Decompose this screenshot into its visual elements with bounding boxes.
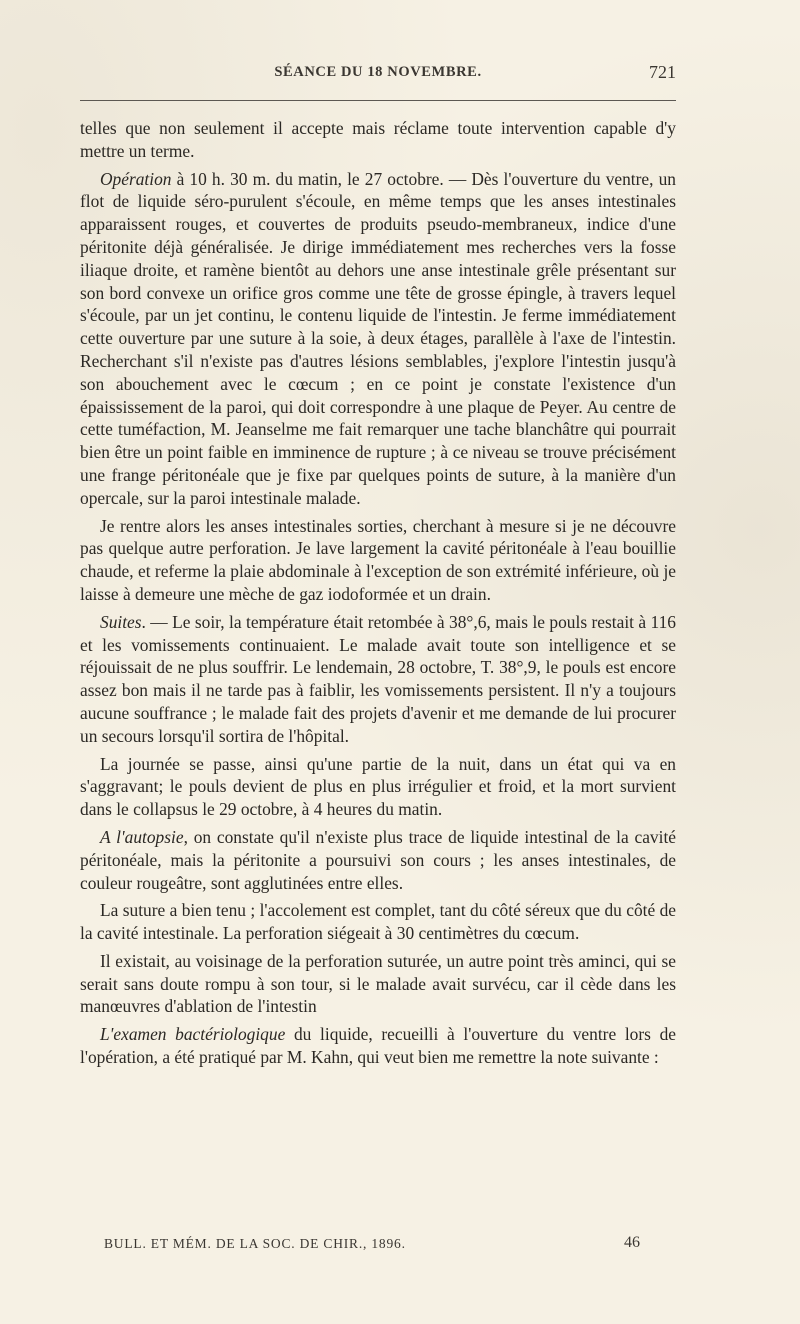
paragraph-autopsie	[80, 826, 676, 894]
running-title: SÉANCE DU 18 NOVEMBRE.	[274, 64, 482, 80]
header-rule	[80, 100, 676, 101]
suites-text: . — Le soir, la température était retombée à 38°,6, mais le pouls restait à 116 et les vomissements continuaient. Le malade avait toute son intelligence et se réjouissait de ne plus souffrir. Le lendemain, 28 octobre, T. 38°,9, le pouls est encore assez bon mais il ne tarde pas à faiblir, les vomissements persistent. Il n'y a toujours aucune souffrance ; le malade fait des projets d'avenir et me demande de lui procurer un secours lorsqu'il sortira de l'hôpital.	[80, 611, 676, 746]
operation-text: à 10 h. 30 m. du matin, le 27 octobre. — Dès l'ouverture du ventre, un flot de liquide séro-purulent s'écoule, en même temps que les anses intestinales apparaissent rouges, et couvertes de produits pseudo-membraneux, indice d'une péritonite déjà généralisée. Je dirige immédiatement mes recherches vers la fosse iliaque droite, et ramène bientôt au dehors une anse intestinale grêle présentant sur son bord convexe un orifice gros comme une tête de grosse épingle, à travers lequel s'écoule, par un jet continu, le contenu liquide de l'intestin. Je ferme immédiatement cette ouverture par une suture à la soie, à deux étages, parallèle à l'axe de l'intestin. Recherchant s'il n'existe pas d'autres lésions semblables, j'explore l'intestin jusqu'à son abouchement avec le cœcum ; en ce point je constate l'existence d'un épaississement de la paroi, qui doit correspondre à une plaque de Peyer. Au centre de cette tuméfaction, M. Jeanselme me fait remarquer une tache blanchâtre qui pourrait bien être un point faible en imminence de rupture ; à ce niveau se trouve précisément une frange péritonéale que je fixe par quelques points de suture, à la manière d'un opercale, sur la paroi intestinale malade.	[80, 168, 676, 508]
page-footer	[104, 1236, 640, 1258]
paragraph-3-text: Je rentre alors les anses intestinales sorties, cherchant à mesure si je ne découvre pas quelque autre perforation. Je lave largement la cavité péritonéale à l'eau bouillie chaude, et referme la plaie abdominale à l'exception de son extrémité inférieure, où je laisse à demeure une mèche de gaz iodoformée et un drain.	[80, 515, 676, 604]
examen-lead: L'examen bactériologique	[100, 1024, 286, 1045]
autopsie-text: , on constate qu'il n'existe plus trace de liquide intestinal de la cavité péritonéale, mais la péritonite a poursuivi son cours ; les anses intestinales, de couleur rougeâtre, sont agglutinées entre elles.	[80, 826, 676, 893]
footer-sheet-number: 46	[624, 1234, 640, 1251]
body-text	[80, 117, 676, 1069]
paragraph-operation	[80, 168, 676, 510]
paragraph-3	[80, 515, 676, 606]
paragraph-7-text: La suture a bien tenu ; l'accolement est complet, tant du côté séreux que du côté de la cavité intestinale. La perforation siégeait à 30 centimètres du cœcum.	[80, 900, 676, 944]
paragraph-suites	[80, 611, 676, 748]
paragraph-8	[80, 950, 676, 1018]
page-header	[80, 62, 676, 90]
page-number: 721	[649, 62, 676, 82]
paragraph-5	[80, 753, 676, 821]
suites-lead: Suites	[100, 611, 142, 632]
autopsie-lead: A l'autopsie	[100, 826, 184, 847]
footer-signature: BULL. ET MÉM. DE LA SOC. DE CHIR., 1896.	[104, 1236, 406, 1251]
operation-lead: Opération	[100, 168, 172, 189]
paragraph-1-text: telles que non seulement il accepte mais réclame toute intervention capable d'y mettre un terme.	[80, 118, 676, 161]
examen-text: du liquide, recueilli à l'ouverture du ventre lors de l'opération, a été pratiqué par M. Kahn, qui veut bien me remettre la note suivante :	[80, 1024, 677, 1068]
paragraph-7	[80, 899, 676, 945]
paragraph-5-text: La journée se passe, ainsi qu'une partie de la nuit, dans un état qui va en s'aggravant; le pouls devient de plus en plus irrégulier et froid, et la mort survient dans le collapsus le 29 octobre, à 4 heures du matin.	[80, 753, 676, 820]
paragraph-examen	[80, 1023, 676, 1069]
paragraph-1	[80, 117, 676, 163]
paragraph-8-text: Il existait, au voisinage de la perforation suturée, un autre point très aminci, qui se serait sans doute rompu à son tour, si le malade avait survécu, car il cède dans les manœuvres d'ablation de l'intestin	[80, 950, 676, 1017]
